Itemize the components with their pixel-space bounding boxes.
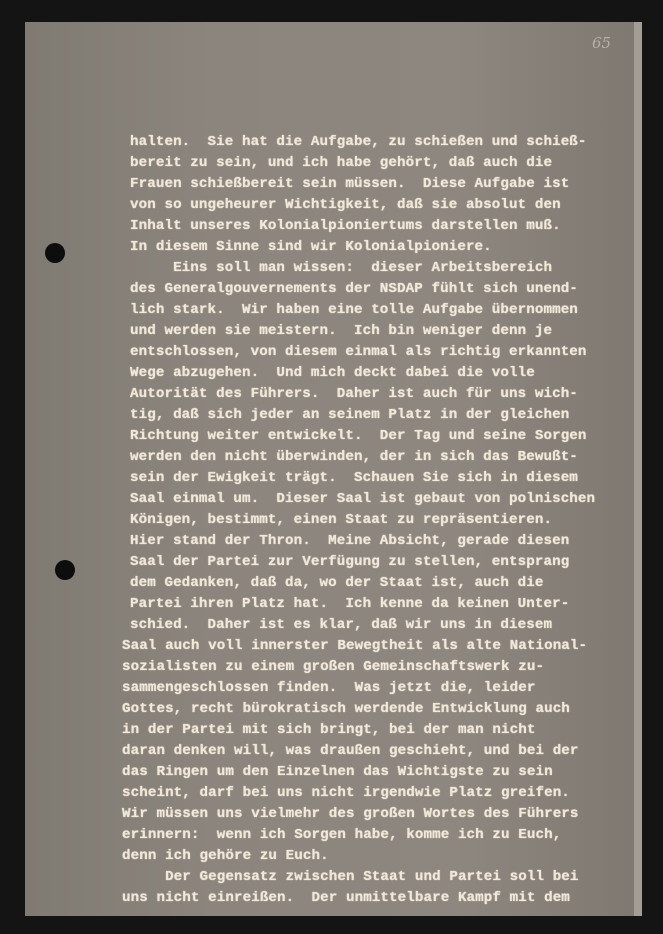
text-line: denn ich gehöre zu Euch. bbox=[122, 848, 329, 864]
text-line: sein der Ewigkeit trägt. Schauen Sie sich in diesem bbox=[130, 470, 578, 486]
text-line: Wir müssen uns vielmehr des großen Wortes des Führers bbox=[122, 806, 579, 822]
text-line: Autorität des Führers. Daher ist auch für uns wich- bbox=[130, 386, 578, 402]
text-line: des Generalgouvernements der NSDAP fühlt sich unend- bbox=[130, 281, 578, 297]
text-line: In diesem Sinne sind wir Kolonialpioniere. bbox=[130, 239, 492, 255]
text-line: Der Gegensatz zwischen Staat und Partei soll bei bbox=[122, 869, 579, 885]
text-line: scheint, darf bei uns nicht irgendwie Platz greifen. bbox=[122, 785, 570, 801]
text-line: Wege abzugehen. Und mich deckt dabei die volle bbox=[130, 365, 535, 381]
text-line: das Ringen um den Einzelnen das Wichtigste zu sein bbox=[122, 764, 553, 780]
text-line: Inhalt unseres Kolonialpioniertums darstellen muß. bbox=[130, 218, 561, 234]
text-line: von so ungeheurer Wichtigkeit, daß sie absolut den bbox=[130, 197, 561, 213]
text-line: daran denken will, was draußen geschieht, und bei der bbox=[122, 743, 579, 759]
text-line: halten. Sie hat die Aufgabe, zu schießen und schieß- bbox=[130, 134, 587, 150]
typed-text-body bbox=[122, 132, 610, 909]
text-line: Eins soll man wissen: dieser Arbeitsbereich bbox=[130, 260, 553, 276]
text-line: schied. Daher ist es klar, daß wir uns in diesem bbox=[130, 617, 553, 633]
text-line: lich stark. Wir haben eine tolle Aufgabe übernommen bbox=[130, 302, 578, 318]
text-line: bereit zu sein, und ich habe gehört, daß auch die bbox=[130, 155, 553, 171]
text-line: Königen, bestimmt, einen Staat zu repräsentieren. bbox=[130, 512, 553, 528]
page-number: 65 bbox=[592, 34, 612, 52]
text-line: Gottes, recht bürokratisch werdende Entwicklung auch bbox=[122, 701, 570, 717]
text-line: Saal auch voll innerster Bewegtheit als alte National- bbox=[122, 638, 588, 654]
text-line: uns nicht einreißen. Der unmittelbare Kampf mit dem bbox=[122, 890, 570, 906]
text-line: Frauen schießbereit sein müssen. Diese Aufgabe ist bbox=[130, 176, 570, 192]
document-page bbox=[25, 22, 642, 916]
text-line: werden den nicht überwinden, der in sich das Bewußt- bbox=[130, 449, 578, 465]
text-line: sammengeschlossen finden. Was jetzt die, leider bbox=[122, 680, 536, 696]
text-line: und werden sie meistern. Ich bin weniger denn je bbox=[130, 323, 553, 339]
text-line: erinnern: wenn ich Sorgen habe, komme ich zu Euch, bbox=[122, 827, 562, 843]
text-line: in der Partei mit sich bringt, bei der man nicht bbox=[122, 722, 536, 738]
text-line: tig, daß sich jeder an seinem Platz in der gleichen bbox=[130, 407, 570, 423]
text-line: dem Gedanken, daß da, wo der Staat ist, auch die bbox=[130, 575, 544, 591]
punch-hole bbox=[45, 243, 65, 263]
text-line: entschlossen, von diesem einmal als richtig erkannten bbox=[130, 344, 587, 360]
page-edge bbox=[634, 22, 642, 916]
punch-hole bbox=[55, 560, 75, 580]
text-line: Saal der Partei zur Verfügung zu stellen, entsprang bbox=[130, 554, 570, 570]
text-line: Partei ihren Platz hat. Ich kenne da keinen Unter- bbox=[130, 596, 570, 612]
text-line: sozialisten zu einem großen Gemeinschaftswerk zu- bbox=[122, 659, 545, 675]
text-line: Richtung weiter entwickelt. Der Tag und seine Sorgen bbox=[130, 428, 587, 444]
text-line: Saal einmal um. Dieser Saal ist gebaut von polnischen bbox=[130, 491, 596, 507]
text-line: Hier stand der Thron. Meine Absicht, gerade diesen bbox=[130, 533, 570, 549]
